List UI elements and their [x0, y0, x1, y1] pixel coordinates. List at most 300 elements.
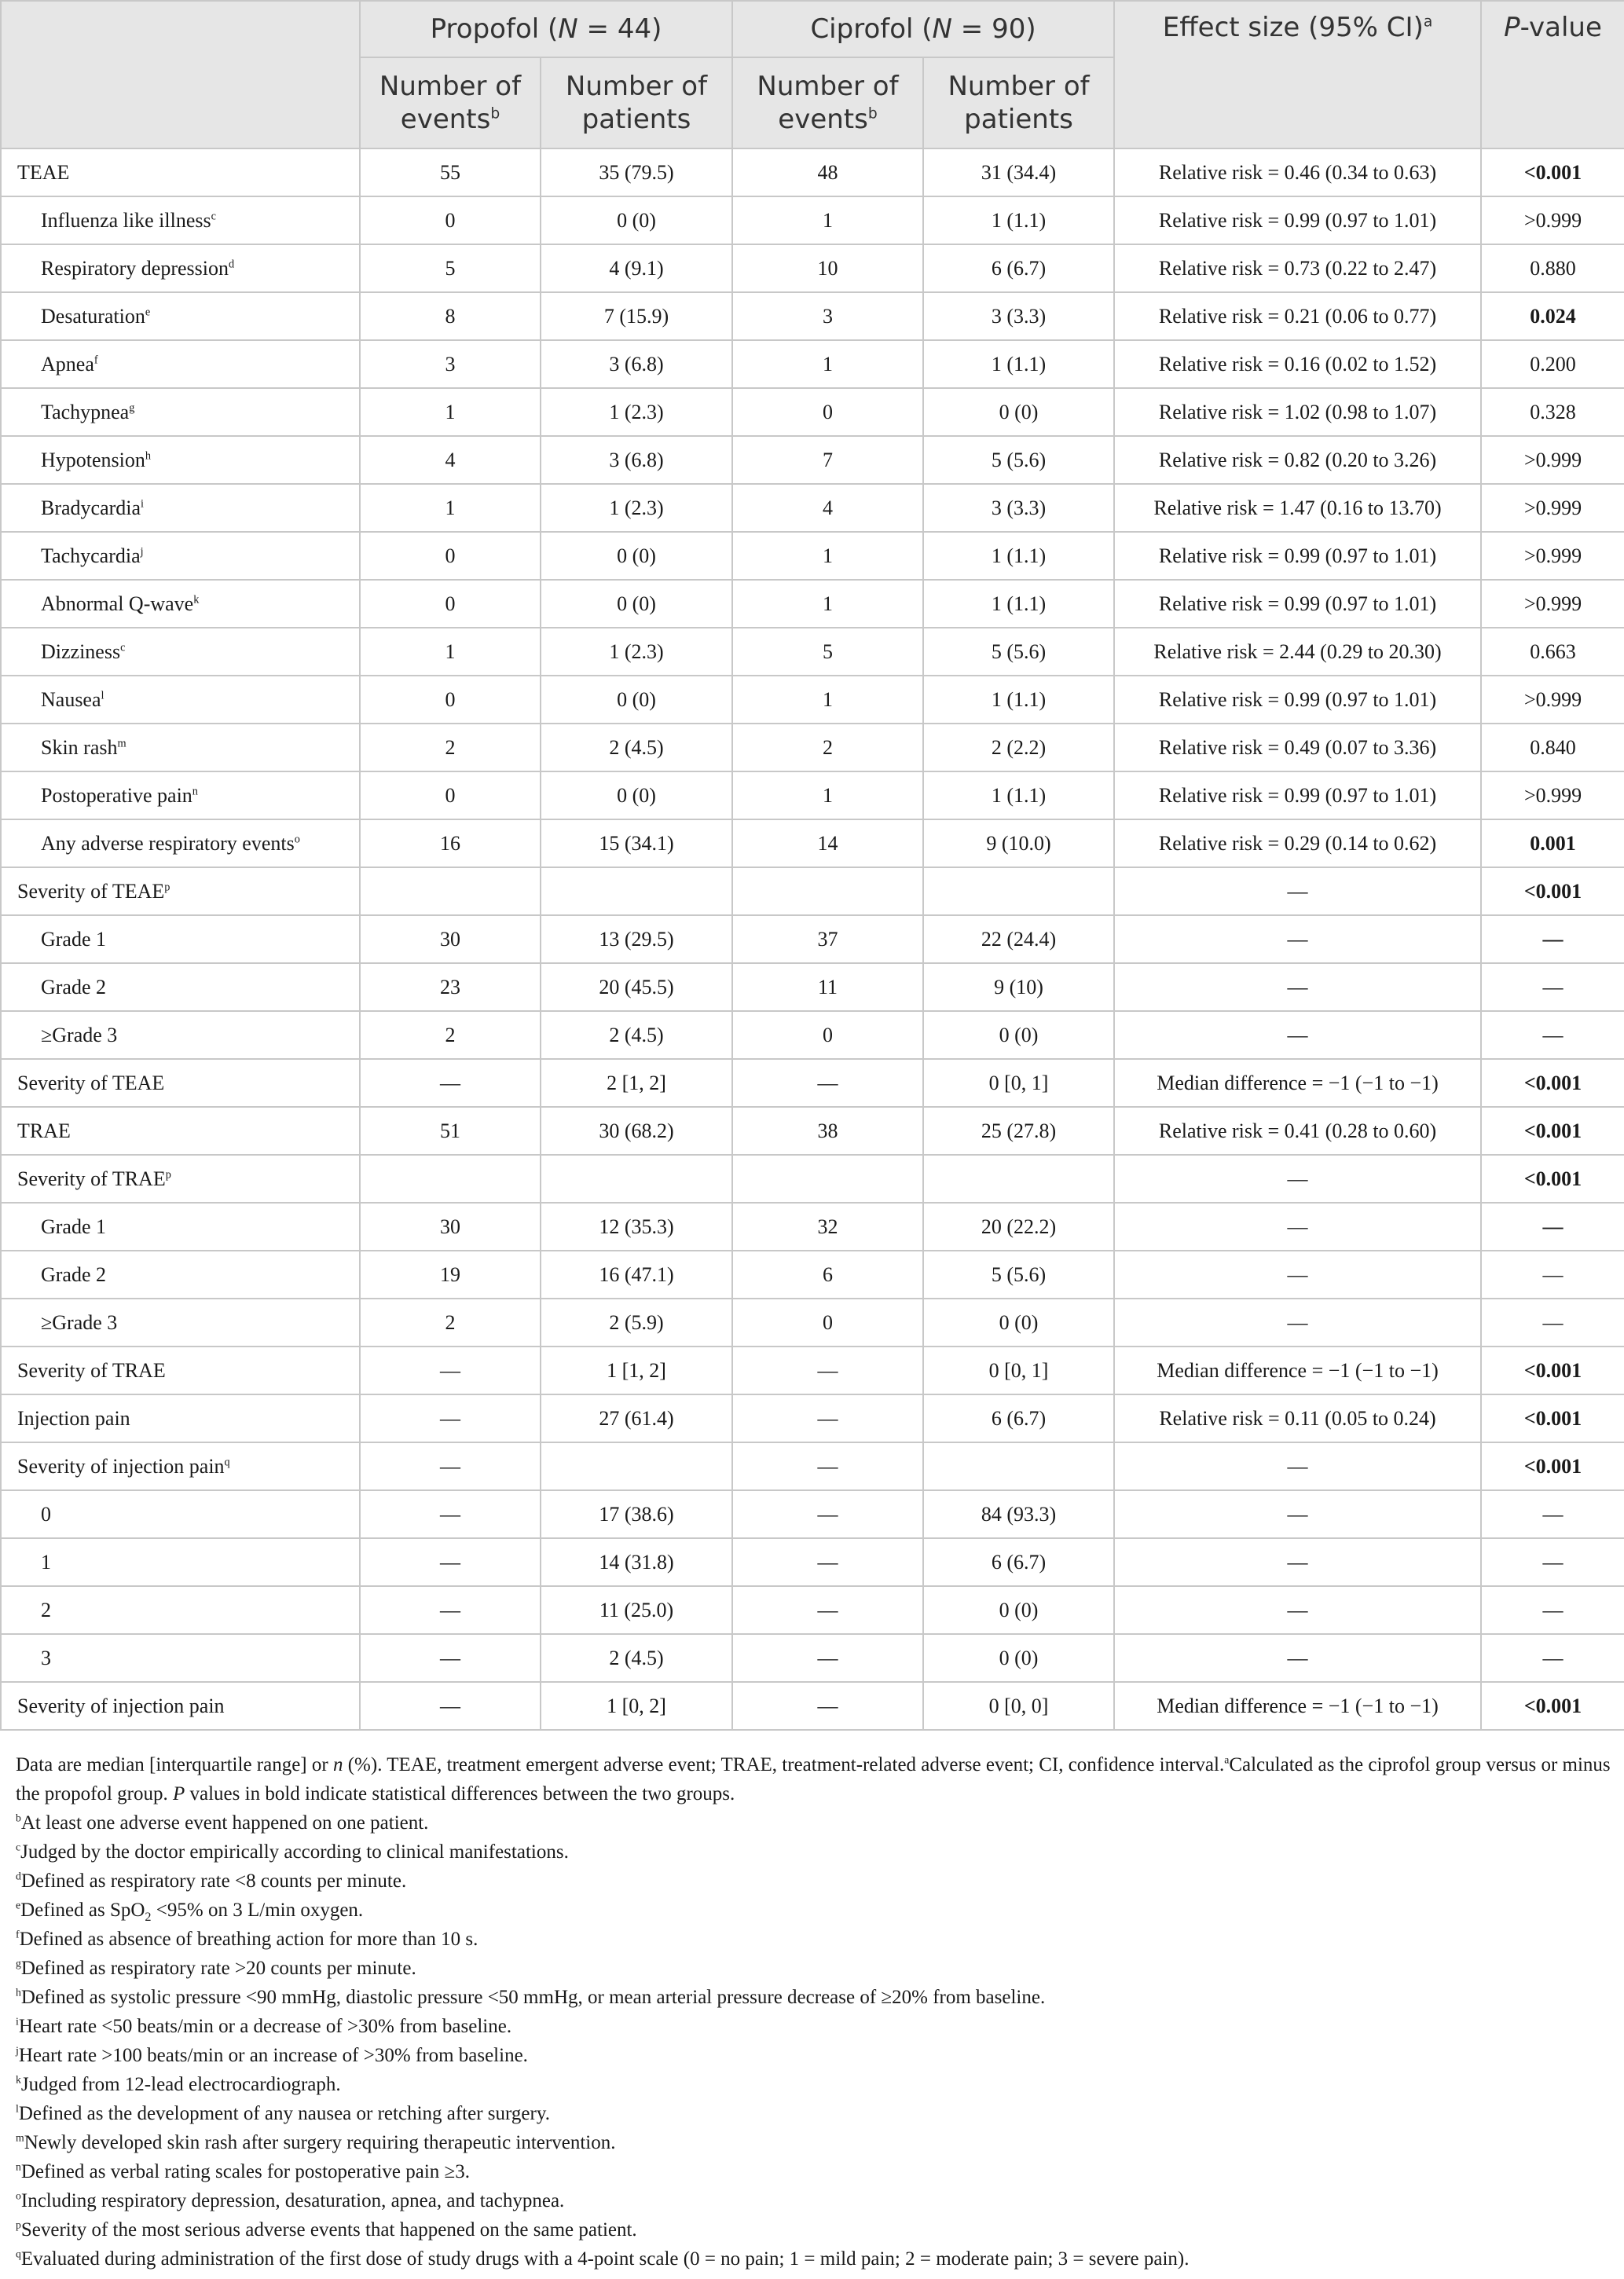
ciprofol-patients-cell: 5 (5.6) [923, 436, 1114, 484]
propofol-events-cell: 0 [360, 196, 541, 244]
p-value-cell: >0.999 [1481, 676, 1624, 724]
ciprofol-events-cell: 6 [732, 1251, 923, 1299]
row-label: Severity of injection pain [17, 1694, 225, 1717]
ciprofol-patients-cell: 9 (10.0) [923, 819, 1114, 867]
ciprofol-patients-cell: 6 (6.7) [923, 1538, 1114, 1586]
table-row [1, 1203, 1624, 1251]
effect-size-cell: Relative risk = 0.29 (0.14 to 0.62) [1114, 819, 1481, 867]
effect-size-cell: Median difference = −1 (−1 to −1) [1114, 1347, 1481, 1394]
ciprofol-patients-cell: 84 (93.3) [923, 1490, 1114, 1538]
table-row [1, 436, 1624, 484]
table-row [1, 484, 1624, 532]
footnote-h: $^h$Defined as systolic pressure <90 mmHg, diastolic pressure <50 mmHg, or mean arterial pressure decrease of ≥20% from baseline. [16, 1986, 1046, 2008]
ciprofol-events-cell: 0 [732, 1011, 923, 1059]
row-label: Skin rash [41, 735, 118, 759]
footnote-marker: d [229, 257, 235, 270]
row-label-cell [1, 819, 360, 867]
row-label-cell [1, 1299, 360, 1347]
p-value-cell: — [1481, 1011, 1624, 1059]
ciprofol-events-cell: — [732, 1347, 923, 1394]
propofol-patients-cell: 3 (6.8) [541, 436, 732, 484]
propofol-events-cell: — [360, 1059, 541, 1107]
propofol-patients-cell: 2 (4.5) [541, 1011, 732, 1059]
propofol-events-cell: — [360, 1347, 541, 1394]
ciprofol-events-cell: 32 [732, 1203, 923, 1251]
ciprofol-events-cell: 0 [732, 1299, 923, 1347]
propofol-patients-cell: 4 (9.1) [541, 244, 732, 292]
propofol-patients-cell: 1 (2.3) [541, 628, 732, 676]
propofol-patients-cell: 15 (34.1) [541, 819, 732, 867]
propofol-events-cell: 2 [360, 724, 541, 771]
header-propofol-events: Number of events$^b$ [360, 57, 541, 148]
p-value-cell: <0.001 [1481, 1155, 1624, 1203]
footnote-d: $^d$Defined as respiratory rate <8 counts per minute. [16, 1870, 407, 1892]
table-row [1, 1155, 1624, 1203]
p-value-cell: — [1481, 1490, 1624, 1538]
ciprofol-events-cell: — [732, 1059, 923, 1107]
row-label-cell [1, 1251, 360, 1299]
row-label: TEAE [17, 160, 70, 184]
header-blank-cell [1, 1, 360, 148]
row-label-cell [1, 436, 360, 484]
ciprofol-events-cell: 3 [732, 292, 923, 340]
effect-size-cell: Relative risk = 1.02 (0.98 to 1.07) [1114, 388, 1481, 436]
ciprofol-patients-cell: 1 (1.1) [923, 580, 1114, 628]
row-label-cell [1, 1490, 360, 1538]
p-value-cell: <0.001 [1481, 148, 1624, 196]
p-value-cell: >0.999 [1481, 771, 1624, 819]
table-row [1, 292, 1624, 340]
p-value-cell: — [1481, 1538, 1624, 1586]
effect-size-cell: — [1114, 867, 1481, 915]
footnote-m: $^m$Newly developed skin rash after surgery requiring therapeutic intervention. [16, 2131, 616, 2153]
propofol-patients-cell [541, 1155, 732, 1203]
propofol-patients-cell: 14 (31.8) [541, 1538, 732, 1586]
row-label: Tachypnea [41, 400, 130, 423]
propofol-events-cell: 1 [360, 628, 541, 676]
propofol-patients-cell [541, 1442, 732, 1490]
p-value-cell: — [1481, 1586, 1624, 1634]
p-value-cell: 0.880 [1481, 244, 1624, 292]
propofol-events-cell: 51 [360, 1107, 541, 1155]
ciprofol-patients-cell: 3 (3.3) [923, 484, 1114, 532]
effect-size-cell: — [1114, 1203, 1481, 1251]
effect-size-cell: Relative risk = 0.99 (0.97 to 1.01) [1114, 771, 1481, 819]
table-row [1, 1538, 1624, 1586]
effect-size-cell: Relative risk = 0.99 (0.97 to 1.01) [1114, 532, 1481, 580]
row-label-cell [1, 963, 360, 1011]
effect-size-cell: Relative risk = 0.73 (0.22 to 2.47) [1114, 244, 1481, 292]
table-row [1, 1059, 1624, 1107]
propofol-events-cell: 16 [360, 819, 541, 867]
ciprofol-patients-cell: 1 (1.1) [923, 771, 1114, 819]
ciprofol-patients-cell: 0 (0) [923, 1634, 1114, 1682]
row-label-cell [1, 1107, 360, 1155]
effect-size-cell: Relative risk = 0.46 (0.34 to 0.63) [1114, 148, 1481, 196]
effect-size-cell: — [1114, 1011, 1481, 1059]
propofol-patients-cell: 2 (4.5) [541, 724, 732, 771]
ciprofol-patients-cell: 0 (0) [923, 1299, 1114, 1347]
header-effect-size: Effect size (95% CI)$^a$ [1114, 1, 1481, 148]
table-row [1, 1251, 1624, 1299]
ciprofol-patients-cell: 5 (5.6) [923, 628, 1114, 676]
table-row [1, 724, 1624, 771]
footnote-marker: c [211, 209, 216, 222]
ciprofol-events-cell: 4 [732, 484, 923, 532]
propofol-events-cell: 8 [360, 292, 541, 340]
effect-size-cell: Relative risk = 0.82 (0.20 to 3.26) [1114, 436, 1481, 484]
propofol-patients-cell: 1 [1, 2] [541, 1347, 732, 1394]
effect-size-cell: — [1114, 1538, 1481, 1586]
ciprofol-patients-cell: 5 (5.6) [923, 1251, 1114, 1299]
propofol-events-cell: — [360, 1634, 541, 1682]
row-label-cell [1, 148, 360, 196]
p-value-cell: <0.001 [1481, 1347, 1624, 1394]
row-label: 0 [41, 1502, 51, 1526]
header-p-value: P-value [1481, 1, 1624, 148]
propofol-patients-cell: 16 (47.1) [541, 1251, 732, 1299]
propofol-events-cell: 4 [360, 436, 541, 484]
p-value-cell: — [1481, 963, 1624, 1011]
table-row [1, 1107, 1624, 1155]
row-label: Grade 2 [41, 975, 107, 998]
footnote-c: $^c$Judged by the doctor empirically according to clinical manifestations. [16, 1841, 569, 1863]
propofol-patients-cell: 2 [1, 2] [541, 1059, 732, 1107]
footnote-e: $^e$Defined as SpO$_2$ <95% on 3 L/min oxygen. [16, 1899, 364, 1924]
propofol-events-cell: 30 [360, 915, 541, 963]
p-value-cell: 0.024 [1481, 292, 1624, 340]
footnote-marker: i [141, 496, 145, 510]
p-value-cell: 0.663 [1481, 628, 1624, 676]
row-label: Severity of TRAE [17, 1167, 166, 1190]
ciprofol-events-cell [732, 867, 923, 915]
propofol-events-cell [360, 867, 541, 915]
propofol-events-cell: 2 [360, 1299, 541, 1347]
propofol-events-cell: 30 [360, 1203, 541, 1251]
row-label: Grade 1 [41, 1215, 107, 1238]
ciprofol-patients-cell: 0 (0) [923, 388, 1114, 436]
footnote-marker: n [192, 784, 198, 797]
p-value-cell: >0.999 [1481, 580, 1624, 628]
ciprofol-events-cell: 1 [732, 532, 923, 580]
ciprofol-events-cell: 48 [732, 148, 923, 196]
propofol-events-cell: 55 [360, 148, 541, 196]
ciprofol-patients-cell: 6 (6.7) [923, 244, 1114, 292]
propofol-patients-cell: 20 (45.5) [541, 963, 732, 1011]
row-label-cell [1, 1682, 360, 1730]
footnote-marker: g [129, 401, 135, 414]
ciprofol-patients-cell: 0 (0) [923, 1586, 1114, 1634]
p-value-cell: <0.001 [1481, 867, 1624, 915]
propofol-events-cell: — [360, 1586, 541, 1634]
footnote-marker: p [164, 880, 170, 893]
propofol-events-cell: 0 [360, 532, 541, 580]
propofol-patients-cell: 12 (35.3) [541, 1203, 732, 1251]
p-value-cell: <0.001 [1481, 1107, 1624, 1155]
ciprofol-patients-cell: 22 (24.4) [923, 915, 1114, 963]
table-row [1, 1490, 1624, 1538]
effect-size-cell: — [1114, 1634, 1481, 1682]
propofol-patients-cell: 13 (29.5) [541, 915, 732, 963]
propofol-events-cell: 23 [360, 963, 541, 1011]
ciprofol-events-cell: — [732, 1394, 923, 1442]
table-row [1, 963, 1624, 1011]
row-label: Grade 2 [41, 1262, 107, 1286]
propofol-patients-cell: 2 (5.9) [541, 1299, 732, 1347]
effect-size-cell: Relative risk = 0.99 (0.97 to 1.01) [1114, 676, 1481, 724]
ciprofol-events-cell: 5 [732, 628, 923, 676]
row-label-cell [1, 196, 360, 244]
p-value-cell: <0.001 [1481, 1394, 1624, 1442]
table-row [1, 532, 1624, 580]
propofol-patients-cell: 1 (2.3) [541, 484, 732, 532]
ciprofol-events-cell: 1 [732, 676, 923, 724]
header-propofol-group: Propofol (N = 44) [360, 1, 732, 57]
row-label: Bradycardia [41, 496, 141, 519]
row-label: Postoperative pain [41, 783, 192, 807]
propofol-patients-cell: 0 (0) [541, 676, 732, 724]
ciprofol-patients-cell: 1 (1.1) [923, 340, 1114, 388]
row-label: 3 [41, 1646, 51, 1669]
ciprofol-patients-cell: 3 (3.3) [923, 292, 1114, 340]
row-label-cell [1, 1155, 360, 1203]
propofol-events-cell: 2 [360, 1011, 541, 1059]
propofol-patients-cell: 1 [0, 2] [541, 1682, 732, 1730]
footnote-o: $^o$Including respiratory depression, desaturation, apnea, and tachypnea. [16, 2189, 565, 2211]
propofol-events-cell: 0 [360, 676, 541, 724]
footnote-marker: h [145, 449, 152, 462]
p-value-cell: 0.840 [1481, 724, 1624, 771]
propofol-patients-cell: 35 (79.5) [541, 148, 732, 196]
propofol-events-cell: — [360, 1682, 541, 1730]
table-footnotes [16, 1750, 1611, 2274]
ciprofol-events-cell: — [732, 1538, 923, 1586]
propofol-events-cell [360, 1155, 541, 1203]
propofol-events-cell: 19 [360, 1251, 541, 1299]
row-label-cell [1, 628, 360, 676]
propofol-events-cell: 5 [360, 244, 541, 292]
ciprofol-events-cell: 38 [732, 1107, 923, 1155]
ciprofol-patients-cell: 2 (2.2) [923, 724, 1114, 771]
ciprofol-events-cell: 7 [732, 436, 923, 484]
row-label: Desaturation [41, 304, 145, 328]
ciprofol-patients-cell: 1 (1.1) [923, 196, 1114, 244]
table-row [1, 388, 1624, 436]
table-row [1, 915, 1624, 963]
p-value-cell: 0.001 [1481, 819, 1624, 867]
propofol-patients-cell: 17 (38.6) [541, 1490, 732, 1538]
footnote-marker: o [294, 832, 300, 845]
row-label-cell [1, 484, 360, 532]
ciprofol-patients-cell: 20 (22.2) [923, 1203, 1114, 1251]
footnote-f: $^f$Defined as absence of breathing action for more than 10 s. [16, 1928, 478, 1950]
footnote-p: $^p$Severity of the most serious adverse events that happened on the same patient. [16, 2219, 637, 2241]
propofol-patients-cell: 1 (2.3) [541, 388, 732, 436]
table-row [1, 771, 1624, 819]
effect-size-cell: Relative risk = 0.49 (0.07 to 3.36) [1114, 724, 1481, 771]
row-label-cell [1, 867, 360, 915]
footnote-intro: Data are median [interquartile range] or n (%). TEAE, treatment emergent adverse event; TRAE, treatment-related adverse event; CI, confidence interval.$^a$Calculated as the ciprofol group versus or minus the propofol group. P values in bold indicate statistical differences between the two groups. [16, 1753, 1611, 1805]
row-label-cell [1, 1059, 360, 1107]
ciprofol-events-cell: 10 [732, 244, 923, 292]
row-label-cell [1, 388, 360, 436]
effect-size-cell: Relative risk = 0.21 (0.06 to 0.77) [1114, 292, 1481, 340]
row-label: Severity of TEAE [17, 1071, 165, 1094]
ciprofol-patients-cell: 1 (1.1) [923, 532, 1114, 580]
p-value-cell: <0.001 [1481, 1682, 1624, 1730]
ciprofol-events-cell: 11 [732, 963, 923, 1011]
header-ciprofol-events: Number of events$^b$ [732, 57, 923, 148]
row-label-cell [1, 1394, 360, 1442]
ciprofol-patients-cell: 0 [0, 0] [923, 1682, 1114, 1730]
table-row [1, 628, 1624, 676]
effect-size-cell: Relative risk = 0.41 (0.28 to 0.60) [1114, 1107, 1481, 1155]
footnote-marker: m [117, 736, 126, 749]
propofol-patients-cell [541, 867, 732, 915]
effect-size-cell: Relative risk = 0.99 (0.97 to 1.01) [1114, 196, 1481, 244]
row-label: ≥Grade 3 [41, 1023, 118, 1046]
footnote-l: $^l$Defined as the development of any nausea or retching after surgery. [16, 2102, 550, 2124]
effect-size-cell: Median difference = −1 (−1 to −1) [1114, 1682, 1481, 1730]
footnote-marker: c [120, 640, 126, 654]
effect-size-cell: — [1114, 1490, 1481, 1538]
ciprofol-events-cell: — [732, 1634, 923, 1682]
table-header [1, 1, 1624, 148]
propofol-events-cell: 1 [360, 484, 541, 532]
effect-size-cell: — [1114, 1299, 1481, 1347]
footnote-marker: f [93, 353, 98, 366]
propofol-patients-cell: 2 (4.5) [541, 1634, 732, 1682]
ciprofol-events-cell: 1 [732, 580, 923, 628]
footnote-marker: e [145, 305, 151, 318]
p-value-cell: — [1481, 1203, 1624, 1251]
p-value-cell: 0.200 [1481, 340, 1624, 388]
header-ciprofol-patients: Number of patients [923, 57, 1114, 148]
p-value-cell: — [1481, 915, 1624, 963]
effect-size-cell: Relative risk = 0.11 (0.05 to 0.24) [1114, 1394, 1481, 1442]
row-label-cell [1, 532, 360, 580]
row-label: 1 [41, 1550, 51, 1574]
ciprofol-patients-cell [923, 867, 1114, 915]
propofol-events-cell: 0 [360, 771, 541, 819]
table-row [1, 1634, 1624, 1682]
ciprofol-patients-cell [923, 1155, 1114, 1203]
row-label: Injection pain [17, 1406, 130, 1430]
row-label: Apnea [41, 352, 94, 376]
propofol-patients-cell: 0 (0) [541, 580, 732, 628]
propofol-patients-cell: 7 (15.9) [541, 292, 732, 340]
ciprofol-events-cell: 0 [732, 388, 923, 436]
table-row [1, 1011, 1624, 1059]
table-row [1, 196, 1624, 244]
footnote-b: $^b$At least one adverse event happened on one patient. [16, 1812, 429, 1834]
propofol-patients-cell: 27 (61.4) [541, 1394, 732, 1442]
ciprofol-patients-cell: 0 [0, 1] [923, 1347, 1114, 1394]
effect-size-cell: Relative risk = 1.47 (0.16 to 13.70) [1114, 484, 1481, 532]
header-ciprofol-group: Ciprofol (N = 90) [732, 1, 1114, 57]
propofol-patients-cell: 0 (0) [541, 771, 732, 819]
propofol-events-cell: — [360, 1490, 541, 1538]
footnote-q: $^q$Evaluated during administration of the first dose of study drugs with a 4-point scale (0 = no pain; 1 = mild pain; 2 = moderate pain; 3 = severe pain). [16, 2248, 1190, 2270]
propofol-events-cell: — [360, 1442, 541, 1490]
effect-size-cell: — [1114, 915, 1481, 963]
row-label: Tachycardia [41, 544, 141, 567]
row-label-cell [1, 1011, 360, 1059]
ciprofol-patients-cell: 6 (6.7) [923, 1394, 1114, 1442]
row-label-cell [1, 1634, 360, 1682]
p-value-cell: — [1481, 1251, 1624, 1299]
propofol-patients-cell: 11 (25.0) [541, 1586, 732, 1634]
footnote-k: $^k$Judged from 12-lead electrocardiograph. [16, 2073, 341, 2095]
table-row [1, 676, 1624, 724]
ciprofol-patients-cell: 9 (10) [923, 963, 1114, 1011]
row-label-cell [1, 1347, 360, 1394]
propofol-patients-cell: 0 (0) [541, 196, 732, 244]
ciprofol-events-cell: — [732, 1586, 923, 1634]
row-label-cell [1, 676, 360, 724]
table-row [1, 1442, 1624, 1490]
footnote-marker: q [224, 1455, 230, 1468]
footnote-g: $^g$Defined as respiratory rate >20 counts per minute. [16, 1957, 416, 1979]
table-row [1, 819, 1624, 867]
table-row [1, 1682, 1624, 1730]
propofol-patients-cell: 30 (68.2) [541, 1107, 732, 1155]
effect-size-cell: Relative risk = 0.16 (0.02 to 1.52) [1114, 340, 1481, 388]
row-label-cell [1, 1442, 360, 1490]
row-label: Hypotension [41, 448, 145, 471]
effect-size-cell: — [1114, 963, 1481, 1011]
p-value-cell: >0.999 [1481, 532, 1624, 580]
p-value-cell: >0.999 [1481, 484, 1624, 532]
row-label: Influenza like illness [41, 208, 211, 232]
row-label: Nausea [41, 687, 101, 711]
p-value-cell: <0.001 [1481, 1442, 1624, 1490]
ciprofol-events-cell [732, 1155, 923, 1203]
p-value-cell: — [1481, 1634, 1624, 1682]
row-label-cell [1, 1586, 360, 1634]
footnote-n: $^n$Defined as verbal rating scales for postoperative pain ≥3. [16, 2160, 471, 2182]
row-label-cell [1, 340, 360, 388]
footnote-marker: l [101, 688, 104, 702]
effect-size-cell: Relative risk = 0.99 (0.97 to 1.01) [1114, 580, 1481, 628]
row-label: Grade 1 [41, 927, 107, 951]
ciprofol-patients-cell: 25 (27.8) [923, 1107, 1114, 1155]
table-row [1, 148, 1624, 196]
table-body [1, 148, 1624, 1730]
effect-size-cell: — [1114, 1155, 1481, 1203]
footnote-j: $^j$Heart rate >100 beats/min or an increase of >30% from baseline. [16, 2044, 528, 2066]
propofol-patients-cell: 0 (0) [541, 532, 732, 580]
row-label-cell [1, 915, 360, 963]
table-row [1, 244, 1624, 292]
row-label-cell [1, 292, 360, 340]
propofol-patients-cell: 3 (6.8) [541, 340, 732, 388]
propofol-events-cell: 1 [360, 388, 541, 436]
row-label: Dizziness [41, 639, 121, 663]
footnote-marker: k [193, 592, 200, 606]
row-label: Any adverse respiratory events [41, 831, 295, 855]
row-label-cell [1, 580, 360, 628]
propofol-events-cell: — [360, 1538, 541, 1586]
ciprofol-patients-cell: 31 (34.4) [923, 148, 1114, 196]
row-label-cell [1, 244, 360, 292]
footnote-i: $^i$Heart rate <50 beats/min or a decrease of >30% from baseline. [16, 2015, 512, 2037]
ciprofol-events-cell: 1 [732, 340, 923, 388]
ciprofol-events-cell: — [732, 1490, 923, 1538]
ciprofol-events-cell: — [732, 1442, 923, 1490]
p-value-cell: — [1481, 1299, 1624, 1347]
ciprofol-events-cell: 1 [732, 771, 923, 819]
